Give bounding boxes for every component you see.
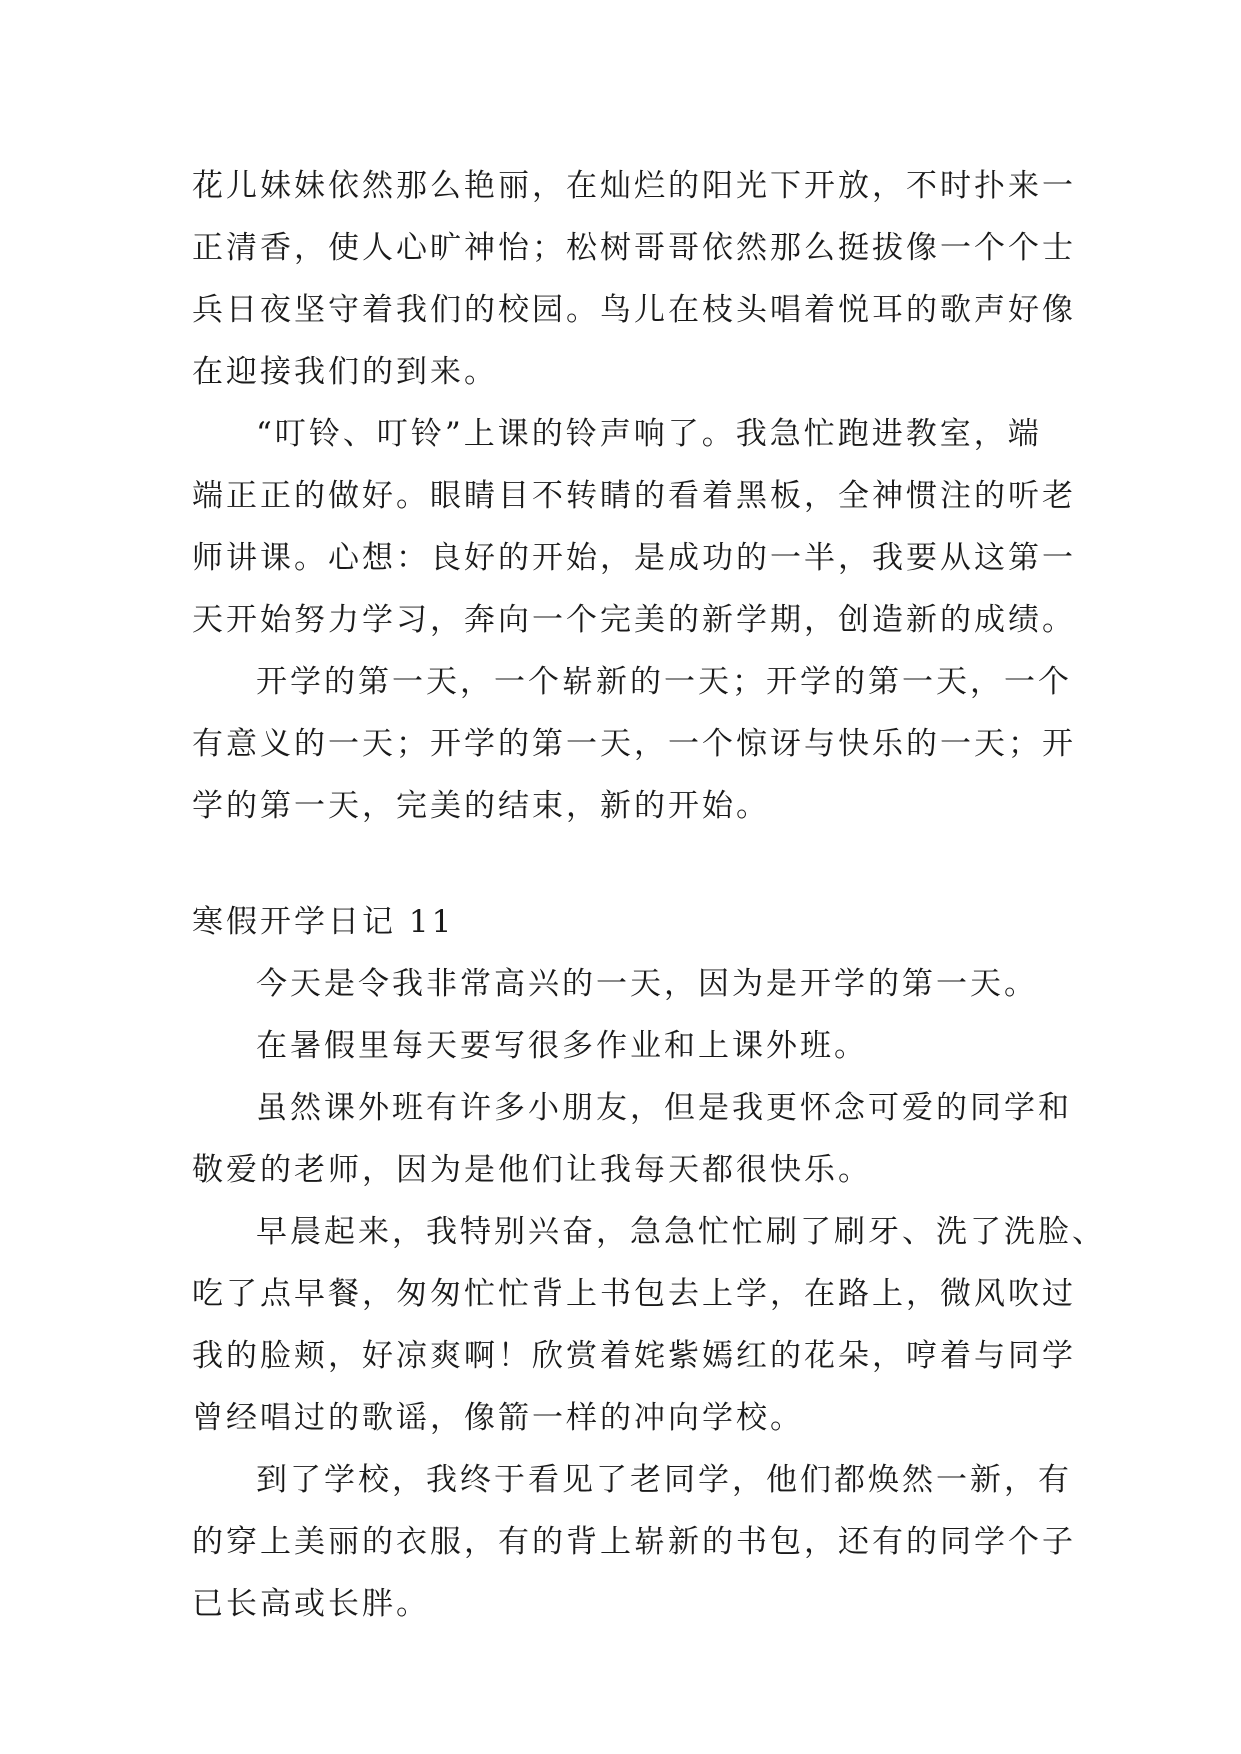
text-line: 今天是令我非常高兴的一天，因为是开学的第一天。	[256, 966, 1038, 1002]
text-line: 敬爱的老师，因为是他们让我每天都很快乐。	[192, 1152, 872, 1188]
text-line: 师讲课。心想：良好的开始，是成功的一半，我要从这第一	[192, 540, 1076, 576]
text-line: 到了学校，我终于看见了老同学，他们都焕然一新，有	[256, 1462, 1072, 1498]
text-line: 正清香，使人心旷神怡；松树哥哥依然那么挺拔像一个个士	[192, 230, 1076, 266]
text-line: 虽然课外班有许多小朋友，但是我更怀念可爱的同学和	[256, 1090, 1072, 1126]
section-gap	[192, 837, 1052, 891]
text-line: 学的第一天，完美的结束，新的开始。	[192, 788, 770, 824]
text-line: 端正正的做好。眼睛目不转睛的看着黑板，全神惯注的听老	[192, 478, 1076, 514]
document-body	[192, 155, 1106, 1635]
text-line: 我的脸颊，好凉爽啊！欣赏着姹紫嫣红的花朵，哼着与同学	[192, 1338, 1076, 1374]
text-line: 开学的第一天，一个崭新的一天；开学的第一天，一个	[256, 664, 1072, 700]
text-line: 已长高或长胖。	[192, 1586, 430, 1622]
text-line: 花儿妹妹依然那么艳丽，在灿烂的阳光下开放，不时扑来一	[192, 168, 1076, 204]
text-line: 曾经唱过的歌谣，像箭一样的冲向学校。	[192, 1400, 804, 1436]
text-line: 有意义的一天；开学的第一天，一个惊讶与快乐的一天；开	[192, 726, 1076, 762]
text-line: 吃了点早餐，匆匆忙忙背上书包去上学，在路上，微风吹过	[192, 1276, 1076, 1312]
text-line: 早晨起来，我特别兴奋，急急忙忙刷了刷牙、洗了洗脸、	[256, 1214, 1106, 1250]
text-line: 在迎接我们的到来。	[192, 354, 498, 390]
text-line: 天开始努力学习，奔向一个完美的新学期，创造新的成绩。	[192, 602, 1076, 638]
text-line: 兵日夜坚守着我们的校园。鸟儿在枝头唱着悦耳的歌声好像	[192, 292, 1076, 328]
text-line: 在暑假里每天要写很多作业和上课外班。	[256, 1028, 868, 1064]
text-line: 的穿上美丽的衣服，有的背上崭新的书包，还有的同学个子	[192, 1524, 1076, 1560]
section-title: 寒假开学日记 11	[192, 904, 455, 940]
text-line: “叮铃、叮铃”上课的铃声响了。我急忙跑进教室，端	[256, 416, 1042, 452]
